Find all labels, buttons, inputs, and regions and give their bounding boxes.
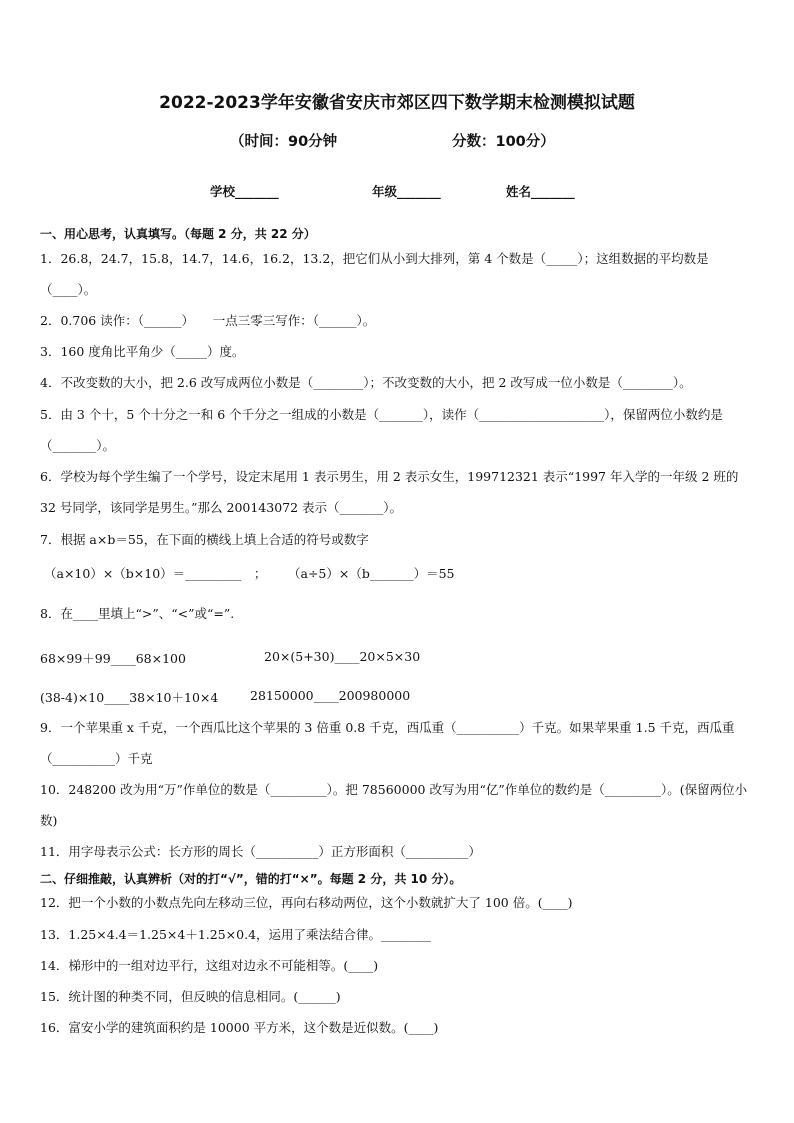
exam-score: 分数：100分） bbox=[452, 134, 555, 150]
question-13: 13．1.25×4.4＝1.25×4＋1.25×0.4，运用了乘法结合律。________ bbox=[40, 927, 432, 942]
question-4: 4．不改变数的大小，把 2.6 改写成两位小数是（________）；不改变数的大小，把 2 改写成一位小数是（________）。 bbox=[40, 375, 692, 390]
question-7-blanks bbox=[40, 564, 756, 582]
question-8-item-b: 20×(5+30)____20×5×30 bbox=[264, 649, 421, 664]
section-2-heading: 二、仔细推敲，认真辨析（对的打“√”，错的打“×”。每题 2 分，共 10 分）。 bbox=[40, 872, 462, 886]
section-1-heading: 一、用心思考，认真填写。（每题 2 分，共 22 分） bbox=[40, 227, 316, 241]
question-11: 11．用字母表示公式：长方形的周长（__________）正方形面积（__________） bbox=[40, 844, 481, 859]
question-6: 6．学校为每个学生编了一个学号，设定末尾用 1 表示男生，用 2 表示女生，199712321 表示“1997 年入学的一年级 2 班的 32 号同学，该同学是男生。”那么 200143072 表示（_______）。 bbox=[40, 469, 739, 515]
question-9: 9．一个苹果重 x 千克，一个西瓜比这个苹果的 3 倍重 0.8 千克，西瓜重（__________）千克。如果苹果重 1.5 千克，西瓜重（__________）千克 bbox=[40, 720, 735, 766]
question-7-blank-a: （a×10）×（b×10）＝_________ ； bbox=[44, 566, 267, 581]
question-5: 5．由 3 个十，5 个十分之一和 6 个千分之一组成的小数是（_______），读作（____________________），保留两位小数约是（_______）。 bbox=[40, 407, 723, 453]
page-title: 2022-2023学年安徽省安庆市郊区四下数学期末检测模拟试题 bbox=[159, 93, 635, 113]
grade-field: 年级_______ bbox=[372, 184, 441, 199]
question-8-row-2 bbox=[40, 688, 756, 706]
school-field: 学校_______ bbox=[210, 184, 279, 199]
question-16: 16．富安小学的建筑面积约是 10000 平方米，这个数是近似数。(____) bbox=[40, 1020, 439, 1035]
question-8-item-c: (38-4)×10____38×10＋10×4 bbox=[40, 690, 219, 705]
question-8-row-1 bbox=[40, 649, 756, 667]
exam-time: （时间：90分钟 bbox=[230, 134, 338, 150]
question-8-item-a: 68×99＋99____68×100 bbox=[40, 651, 186, 666]
question-8: 8．在____里填上“>”、“<”或“=”. bbox=[40, 606, 235, 621]
question-10: 10．248200 改为用“万”作单位的数是（_________）。把 78560000 改写为用“亿”作单位的数约是（_________）。(保留两位小数) bbox=[40, 782, 748, 828]
question-7: 7．根据 a×b＝55，在下面的横线上填上合适的符号或数字 bbox=[40, 532, 369, 547]
question-14: 14．梯形中的一组对边平行，这组对边永不可能相等。(____) bbox=[40, 958, 379, 973]
question-8-item-d: 28150000____200980000 bbox=[250, 688, 411, 703]
question-7-blank-b: （a÷5）×（b_______）＝55 bbox=[288, 566, 455, 581]
exam-meta bbox=[0, 130, 794, 150]
question-3: 3．160 度角比平角少（_____）度。 bbox=[40, 344, 245, 359]
question-12: 12．把一个小数的小数点先向左移动三位，再向右移动两位，这个小数就扩大了 100 倍。(____) bbox=[40, 895, 573, 910]
question-2: 2．0.706 读作：（______） 一点三零三写作：（______）。 bbox=[40, 313, 376, 328]
question-15: 15．统计图的种类不同，但反映的信息相同。(______) bbox=[40, 989, 341, 1004]
student-info bbox=[0, 182, 794, 200]
question-1: 1．26.8，24.7，15.8，14.7，14.6，16.2，13.2，把它们从小到大排列，第 4 个数是（_____）；这组数据的平均数是（____）。 bbox=[40, 251, 709, 297]
name-field: 姓名_______ bbox=[506, 184, 575, 199]
